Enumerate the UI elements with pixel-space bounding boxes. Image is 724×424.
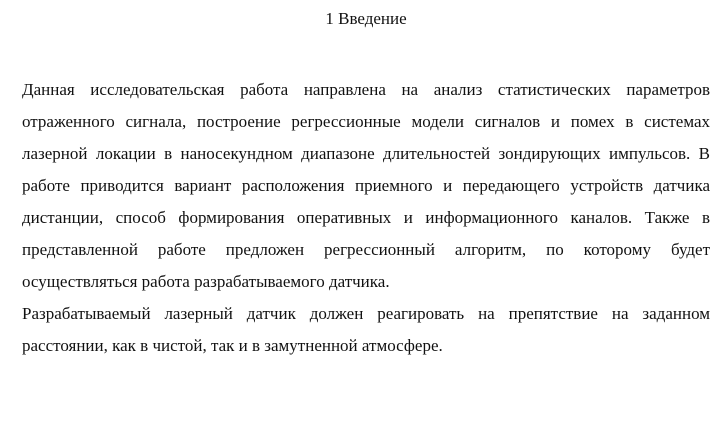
paragraph-sensor-requirement: Разрабатываемый лазерный датчик должен реагировать на препятствие на заданном расстоянии, как в чистой, так и в замутненной атмосфере. <box>22 304 710 355</box>
section-heading: 1 Введение <box>325 9 407 28</box>
paragraph-research-overview: Данная исследовательская работа направлена на анализ статистических параметров отраженного сигнала, построение регрессионные модели сигналов и помех в системах лазерной локации в наносекундном диапазоне длительностей зондирующих импульсов. В работе приводится вариант расположения приемного и передающего устройств датчика дистанции, способ формирования оперативных и информационного каналов. Также в представленной работе предложен регрессионный алгоритм, по которому будет осуществляться работа разрабатываемого датчика. <box>22 80 710 291</box>
